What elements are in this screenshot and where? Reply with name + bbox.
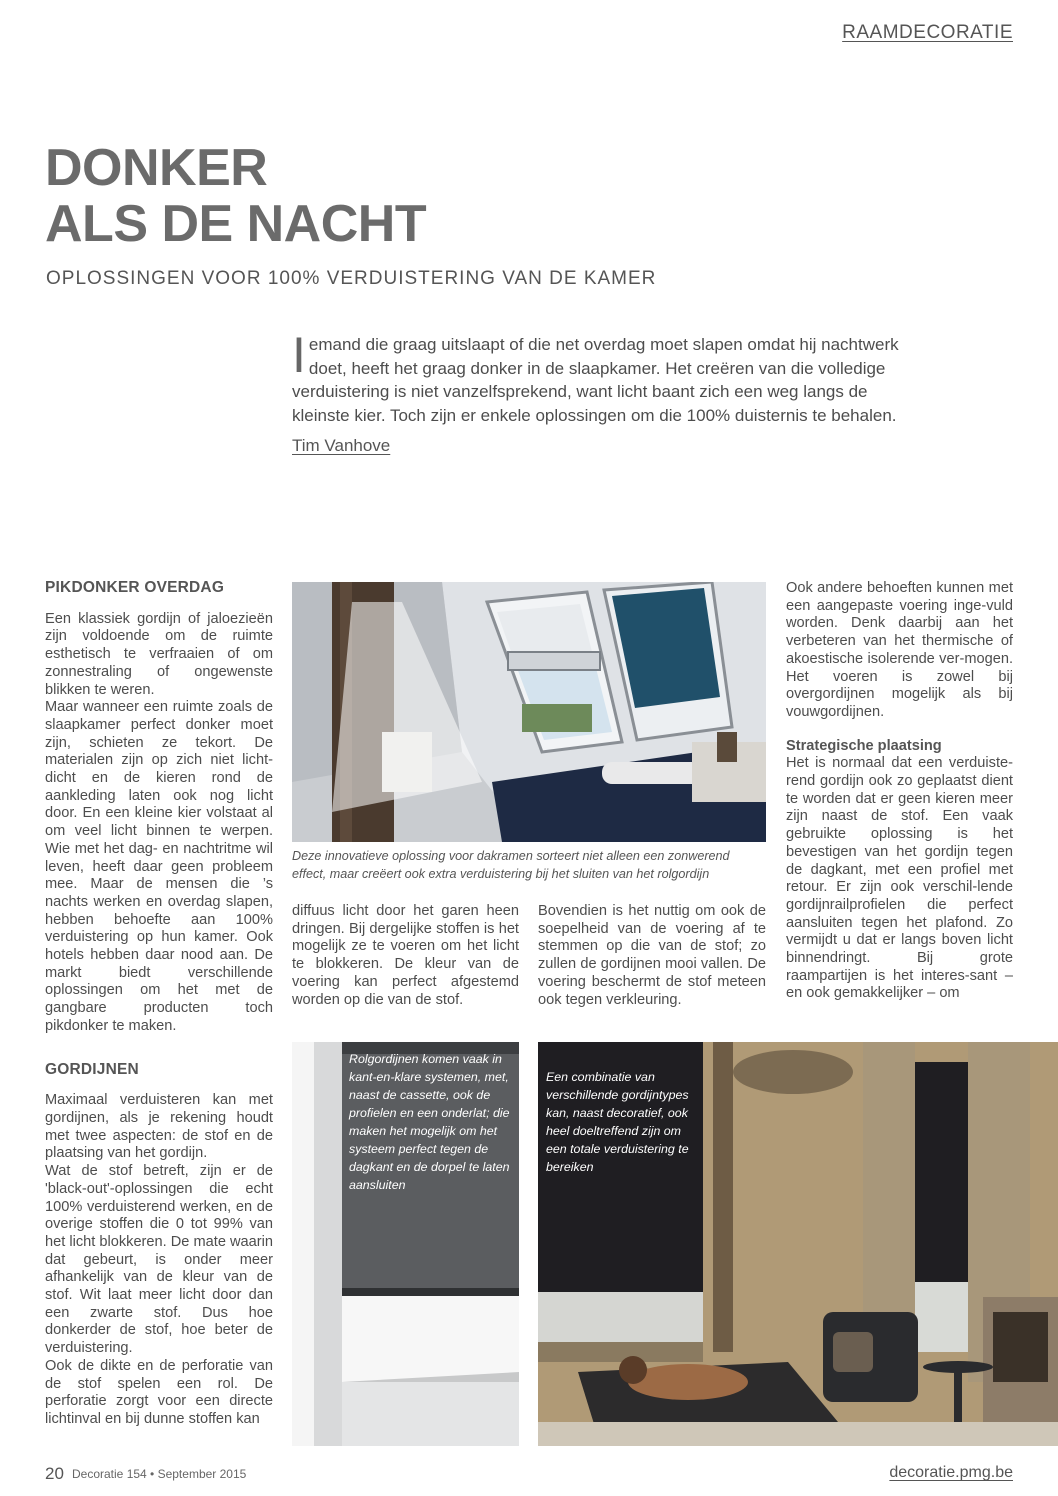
column-3 [538,903,766,1009]
intro-dropcap: I [292,327,306,383]
article-title [45,140,426,252]
paragraph: Een klassiek gordijn of jaloezieën zijn voldoende om de ruimte esthetisch te verfraaien of om zonnestraling of ongewenste blikken te weren. [45,610,273,698]
paragraph: Bovendien is het nuttig om ook de soepelheid van de voering af te stemmen op die van de stof; zo zullen de gordijnen mooi vallen. De voering beschermt de stof meteen ook tegen verkleuring. [538,903,766,1008]
paragraph: Ook andere behoeften kunnen met een aangepaste voering inge-vuld worden. Denk daarbij aan het verbeteren van het thermische of akoestische isolerende ver-mogen. Het voeren is zowel bij overgordijnen mogelijk als bij vouwgordijnen. [786,580,1013,720]
column-4 [786,580,1013,1003]
subheading-strategische-plaatsing: Strategische plaatsing [786,737,942,754]
caption-combination: Een combinatie van verschillende gordijntypes kan, naast decoratief, ook heel doeltreffend zijn om een totale verduistering te bereiken [546,1070,689,1174]
paragraph: Wat de stof betreft, zijn er de 'black-out'-oplossingen die echt 100% verduisterend werken, en de overige stoffen die 0 tot 99% van het licht blokkeren. De mate waarin dat gebeurt, is onder meer afhankelijk van de kleur van de stof. Wit laat meer licht door dan een zwarte stof. Dus hoe donkerder de stof, hoe beter de verduistering. [45,1163,273,1357]
skylight-bedroom-photo [292,582,766,842]
issue-info: Decoratie 154 • September 2015 [72,1467,247,1481]
website-link[interactable]: decoratie.pmg.be [889,1464,1013,1481]
article-intro [292,327,912,427]
column-2 [292,903,519,1009]
heading-pikdonker: PIKDONKER OVERDAG [45,579,225,596]
intro-text: emand die graag uitslaapt of die net overdag moet slapen omdat hij nachtwerk doet, heeft het graag donker in de slaapkamer. Het creëren van die volledige verduistering is niet vanzelfsprekend, want licht baant zich een weg langs de kleinste kier. Toch zijn er enkele oplossingen om die 100% duisternis te behalen. [292,335,899,425]
title-line-1: DONKER [45,139,268,197]
article-author[interactable]: Tim Vanhove [292,436,391,455]
heading-gordijnen: GORDIJNEN [45,1060,139,1078]
paragraph: Maximaal verduisteren kan met gordijnen, als je rekening houdt met twee aspecten: de stof en de plaatsing van het gordijn. [45,1092,273,1162]
caption-skylight: Deze innovatieve oplossing voor dakramen sorteert niet alleen een zonwerend effect, maar creëert ook extra verduistering bij het sluiten van het rolgordijn [292,849,730,881]
paragraph: diffuus licht door het garen heen dringen. Bij dergelijke stoffen is het mogelijk ze te voeren om het licht te blokkeren. De kleur van de voering kan perfect afgestemd worden op die van de stof. [292,903,519,1008]
section-tag[interactable]: RAAMDECORATIE [842,22,1013,43]
paragraph: Het is normaal dat een verduiste-rend gordijn ook zo geplaatst dient te worden dat er geen kieren meer zijn naast de stof. Een vaak gebruikte oplossing is het bevestigen van het gordijn tegen de dagkant, met een profiel met retour. Er zijn ook verschil-lende gordijnrailprofielen die perfect aansluiten tegen het plafond. Zo vermijdt u dat er langs boven licht binnendringt. Bij grote raampartijen is het interes-sant – en ook gemakkelijker – om [786,755,1013,1002]
caption-roller: Rolgordijnen komen vaak in kant-en-klare systemen, met, naast de cassette, ook de profielen en een onderlat; die maken het mogelijk om het systeem perfect tegen de dagkant en de dorpel te laten aansluiten [349,1052,510,1192]
page-number: 20 [45,1464,64,1483]
paragraph: Ook de dikte en de perforatie van de stof spelen een rol. De perforatie zorgt voor een directe lichtinval en bij dunne stoffen kan [45,1357,273,1427]
roller-blind-photo [292,1042,519,1446]
paragraph: Maar wanneer een ruimte zoals de slaapkamer perfect donker moet zijn, schieten ze tekort. De materialen zijn op zich niet licht-dicht en de kieren rond de aankleding laten ook nog licht door. En een kleine kier volstaat al om veel licht binnen te werpen. Wie met het dag- en nachtritme wil leven, heeft daar geen probleem mee. Maar de mensen die ’s nachts werken en overdag slapen, hebben behoefte aan 100% verduistering op hun kamer. Ook hotels hebben daar nood aan. De markt biedt verschillende oplossingen om het met de gangbare producten toch pikdonker te maken. [45,699,273,1034]
column-1 [45,579,273,1429]
article-subtitle: OPLOSSINGEN VOOR 100% VERDUISTERING VAN DE KAMER [46,268,657,289]
combination-curtains-photo [538,1042,1058,1446]
skylight-bedroom-illustration [292,582,766,842]
title-line-2: ALS DE NACHT [45,195,427,253]
